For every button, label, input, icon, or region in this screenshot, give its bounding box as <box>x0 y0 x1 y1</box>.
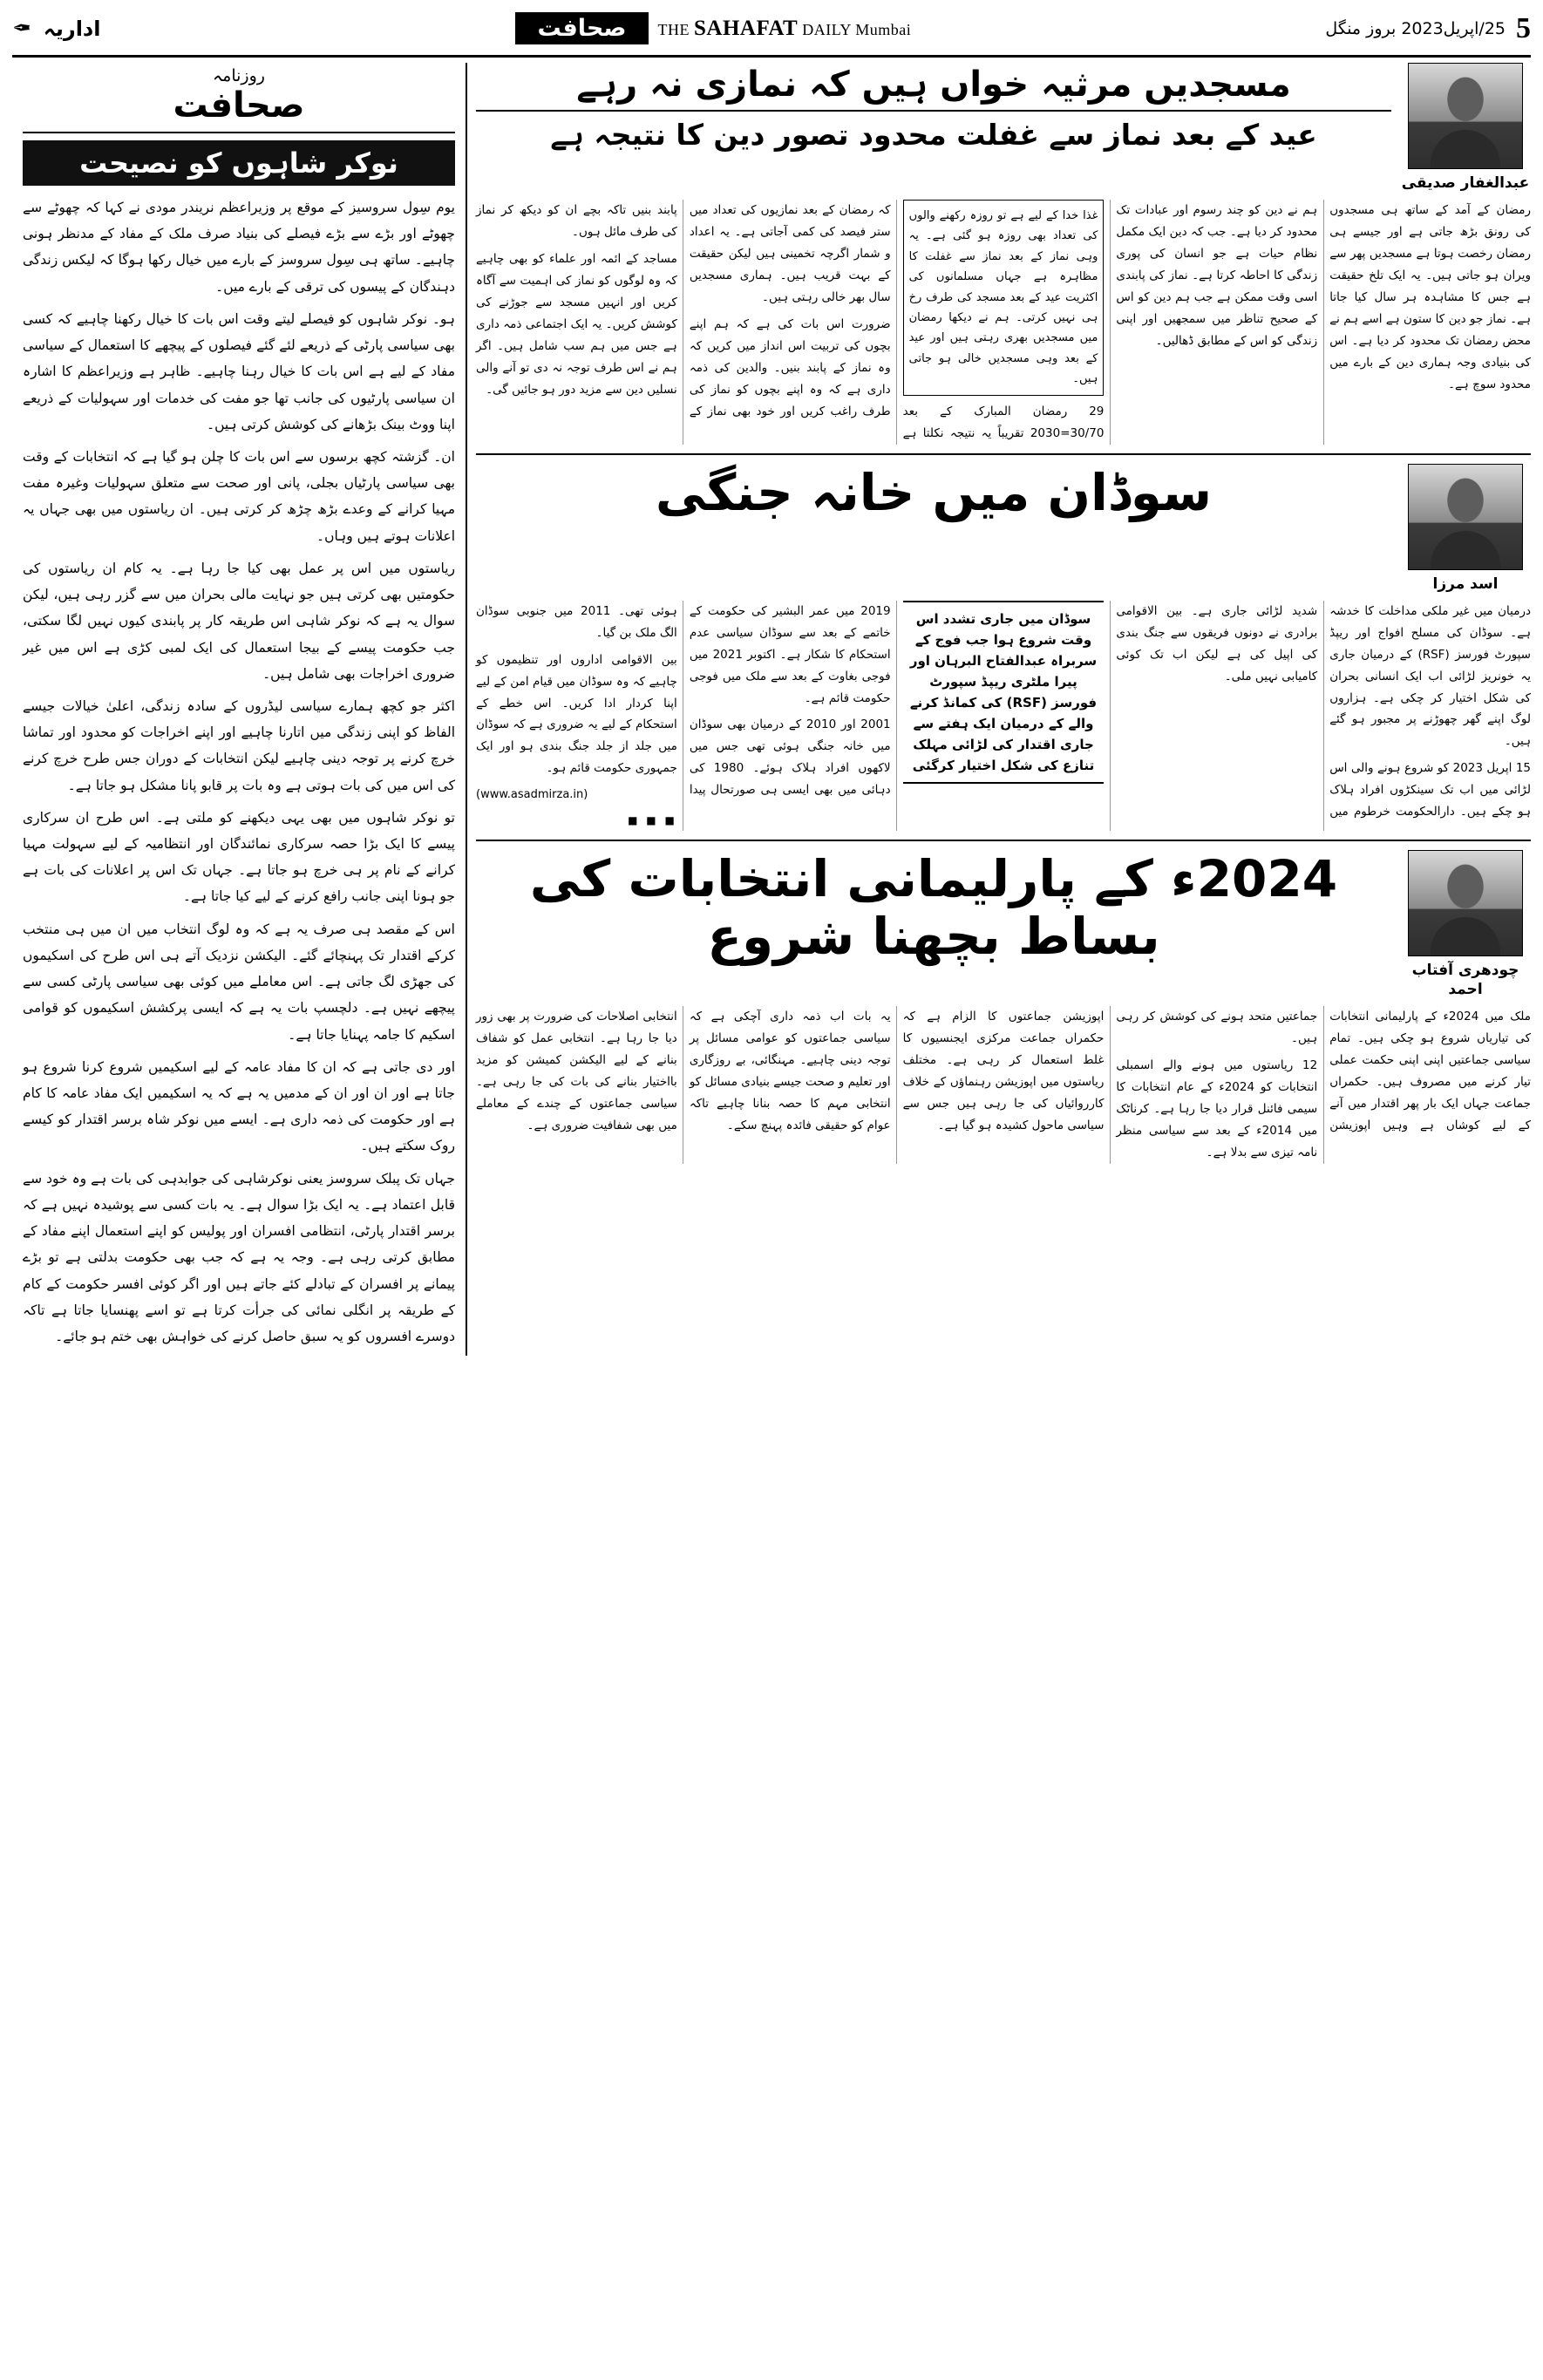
paragraph: 2001 اور 2010 کے درمیان بھی سوڈان میں خانہ جنگی ہوئی تھی جس میں لاکھوں افراد ہلاک ہوئے۔ 1980 کی دہائی میں بھی ایسی ہی صورتحال پیدا ہوئی تھی۔ 2011 میں جنوبی سوڈان الگ ملک بن گیا۔ <box>476 603 891 798</box>
paragraph: اپوزیشن جماعتوں کا الزام ہے کہ حکمراں جماعت مرکزی ایجنسیوں کا غلط استعمال کر رہی ہے۔ مختلف ریاستوں میں اپوزیشن رہنماؤں کے خلاف کارروائیاں کی جا رہی ہیں جس سے سیاسی ماحول کشیدہ ہو گیا ہے۔ <box>902 1009 1105 1132</box>
author-name: عبدالغفار صدیقی <box>1401 174 1530 192</box>
paragraph: 29 رمضان المبارک کے بعد 30/70=2030 تقریباً یہ نتیجہ نکلتا ہے کہ رمضان کے بعد نمازیوں کی تعداد میں ستر فیصد کی کمی آجاتی ہے۔ یہ اعداد و شمار اگرچہ تخمینی ہیں لیکن حقیقت کے بہت قریب ہیں۔ ہماری مسجدیں سال بھر خالی رہتی ہیں۔ <box>689 203 1105 440</box>
paragraph: ہو۔ نوکر شاہوں کو فیصلے لیتے وقت اس بات کا خیال رکھنا چاہیے کہ کسی بھی سیاسی پارٹی کے ذریعے لئے گئے فیصلوں کے پیچھے کا استعمال کے سیاسی مفاد کے لیے ہے اس بات کا خیال رہنا چاہیے۔ ظاہر ہے وزیراعظم کا اشارہ ان سیاسی پارٹیوں کی جانب تھا جو مفت کی خدمات اور سہولیات کے ذریعے اپنا ووٹ بینک بڑھانے کی کوشش کرتی ہیں۔ <box>23 310 455 432</box>
author-name: اسد مرزا <box>1432 575 1499 593</box>
paragraph: مساجد کے ائمہ اور علماء کو بھی چاہیے کہ وہ لوگوں کو نماز کی اہمیت سے آگاہ کریں اور انہیں مسجد سے جوڑنے کی کوشش کریں۔ یہ ایک اجتماعی ذمہ داری ہے جس میں ہم سب شامل ہیں۔ اگر ہم نے اس طرف توجہ نہ دی تو آنے والی نسلیں دین سے مزید دور ہو جائیں گی۔ <box>476 252 677 397</box>
paragraph: رمضان کے آمد کے ساتھ ہی مسجدوں کی رونق بڑھ جاتی ہے اور جیسے ہی رمضان رخصت ہوتا ہے مسجدیں پھر سے ویران ہو جاتی ہیں۔ یہ ایک تلخ حقیقت ہے جس کا مشاہدہ ہر سال کیا جاتا ہے۔ نماز جو دین کا ستون ہے اسے ہم نے محض رمضان تک محدود کر دیا ہے۔ اس کی بنیادی وجہ ہماری دین کے بارے میں محدود سوچ ہے۔ <box>1329 203 1531 391</box>
paragraph: ملک میں 2024ء کے پارلیمانی انتخابات کی تیاریاں شروع ہو چکی ہیں۔ تمام سیاسی جماعتیں اپنی اپنی حکمت عملی تیار کرنے میں مصروف ہیں۔ حکمراں جماعت جہاں ایک بار پھر اقتدار میں آنے کے لیے کوشاں ہے وہیں اپوزیشن جماعتیں متحد ہونے کی کوشش کر رہی ہیں۔ <box>1116 1009 1531 1132</box>
headline-main: 2024ء کے پارلیمانی انتخابات کی بساط بچھنا شروع <box>529 848 1338 967</box>
headline-block <box>476 850 1391 966</box>
paragraph: درمیان میں غیر ملکی مداخلت کا خدشہ ہے۔ سوڈان کی مسلح افواج اور ریپڈ سپورٹ فورسز (RSF) کے درمیان جاری یہ خونریز لڑائی اب ایک انسانی بحران کی شکل اختیار کر چکی ہے۔ ہزاروں لوگ اپنے گھر چھوڑنے پر مجبور ہو گئے ہیں۔ <box>1329 603 1531 749</box>
inset-box: غذا خدا کے لیے ہے تو روزہ رکھنے والوں کی تعداد بھی روزہ ہو گئی ہے۔ یہ وہی نماز کے بعد نماز سے غفلت کا مظاہرہ ہے جہاں مسلمانوں کی اکثریت عید کے بعد مسجد کی طرف رخ ہی نہیں کرتی۔ ہم نے دیکھا رمضان میں مسجدیں بھری رہتی ہیں اور عید کے بعد وہی مسجدیں خالی ہو جاتی ہیں۔ <box>903 200 1105 396</box>
paragraph: یوم سِول سروسیز کے موقع پر وزیراعظم نریندر مودی نے کہا کہ چھوٹے سے چھوٹے اور بڑے سے بڑے فیصلے کی بنیاد صرف ملک کے مفاد کے مدنظر ہونی چاہیے۔ ساتھ ہی سِول سروسز کے بارے میں خیال رکھا ہوگا کہ لیکس زندگی دہندگان کے پیسوں کی ترقی کے بارے میں۔ <box>23 200 455 295</box>
author-photo <box>1408 63 1523 169</box>
editorial-body <box>23 194 455 1356</box>
headline-main: مسجدیں مرثیہ خواں ہیں کہ نمازی نہ رہے <box>476 63 1391 112</box>
article-header <box>476 850 1531 999</box>
masthead-logo: صحافت <box>515 12 649 44</box>
end-marks: ■ ■ ■ <box>628 814 677 827</box>
paragraph: یہ بات اب ذمہ داری آچکی ہے کہ سیاسی جماعتوں کو عوامی مسائل پر توجہ دینی چاہیے۔ مہنگائی، بے روزگاری اور تعلیم و صحت جیسے بنیادی مسائل کو انتخابی مہم کا حصہ بنانا چاہیے تاکہ عوام کو حقیقی فائدہ پہنچ سکے۔ <box>689 1009 891 1132</box>
paragraph: انتخابی اصلاحات کی ضرورت پر بھی زور دیا جا رہا ہے۔ انتخابی عمل کو شفاف بنانے کے لیے الیکشن کمیشن کو مزید بااختیار بنانے کی بات کی جا رہی ہے۔ سیاسی جماعتوں کے چندے کے معاملے میں بھی شفافیت ضروری ہے۔ <box>476 1009 677 1132</box>
headline-block <box>476 464 1391 522</box>
paragraph: ریاستوں میں اس پر عمل بھی کیا جا رہا ہے۔ یہ کام ان ریاستوں کی حکومتیں بھی کرتی ہیں جو نہایت مالی بحران میں سے گزر رہی ہیں، لیکن سوال یہ ہے کہ نوکر شاہی اس طریقہ کار پر پابندی کیوں نہیں لگا سکتی، جب حکومت پیسے کے بیجا استعمال کی ایک لمبی کڑی ہے اس میں غیر ضروری اخراجات بھی شامل ہیں۔ <box>23 560 455 682</box>
english-title-main: SAHAFAT <box>693 16 799 40</box>
author-photo <box>1408 850 1523 956</box>
masthead-center <box>515 12 912 44</box>
editorial-brand <box>23 66 455 126</box>
headline-main: سوڈان میں خانہ جنگی <box>655 462 1213 522</box>
page-number: 5 <box>1516 11 1531 44</box>
paragraph: 12 ریاستوں میں ہونے والے اسمبلی انتخابات کو 2024ء کے عام انتخابات کا سیمی فائنل قرار دیا جا رہا ہے۔ کرناٹک میں 2014ء کے بعد سے سیاسی منظر نامہ تیزی سے بدلا ہے۔ <box>1116 1057 1318 1159</box>
article-header <box>476 464 1531 594</box>
masthead-right <box>12 16 100 42</box>
issue-date: 25/اپریل2023 بروز منگل <box>1325 18 1506 38</box>
headline-block <box>476 63 1391 154</box>
paragraph: جہاں تک پبلک سروسز یعنی نوکرشاہی کی جوابدہی کی بات ہے وہ خود سے قابل اعتماد ہے۔ یہ ایک بڑا سوال ہے۔ یہ بات کسی سے پوشیدہ نہیں ہے کہ برسر اقتدار پارٹی، انتظامی افسران اور پولیس کو اپنے استعمال اپنے مفاد کے مطابق کرتی رہی ہے۔ وجہ یہ ہے کہ جب بھی حکومت بدلتی ہے تو بڑے پیمانے پر افسران کے تبادلے کئے جاتے ہیں اور اگر کوئی افسر حکومت کے کام کے طریقہ پر انگلی نمائی کی جرأت کرتا ہے تو اسے پھنسایا جاتا ہے تاکہ دوسرے افسروں کو یہ سبق حاصل کرنے کی خواہش بھی ختم ہو جائے۔ <box>23 1170 455 1344</box>
paragraph: اکثر جو کچھ ہمارے سیاسی لیڈروں کے سادہ زندگی، اعلیٰ خیالات جیسے الفاظ کو اپنی زندگی میں اتارنا چاہیے اور اپنے اخراجات کو محدود اور تماشا خرچ کرنے پر توجہ دینی چاہیے لیکن انتخابات کے دوران جس طرح خرچ کرنے کی اس میں کی بات ہوتی ہے وہ بات پر قابو پانا مشکل ہو جاتا ہے۔ <box>23 697 455 793</box>
paragraph: بین الاقوامی اداروں اور تنظیموں کو چاہیے کہ وہ سوڈان میں قیام امن کے لیے اپنا کردار ادا کریں۔ اس خطے کے استحکام کے لیے یہ ضروری ہے کہ سوڈان میں جلد از جلد جنگ بندی ہو اور ایک جمہوری حکومت قائم ہو۔ <box>476 652 677 776</box>
article-elections-2024 <box>476 850 1531 1173</box>
page-body <box>12 63 1531 1356</box>
article-sudan <box>476 464 1531 841</box>
paragraph: ہم نے دین کو چند رسوم اور عبادات تک محدود کر دیا ہے۔ جب کہ دین ایک مکمل نظام حیات ہے جو انسان کی پوری زندگی کا احاطہ کرتا ہے۔ نماز کی پابندی اسی وقت ممکن ہے جب ہم دین کو اس کے صحیح تناظر میں سمجھیں اور اپنی زندگی کو اس کے مطابق ڈھالیں۔ <box>1116 203 1318 348</box>
article-body <box>476 1006 1531 1164</box>
author-name: چودھری آفتاب احمد <box>1411 961 1519 998</box>
paragraph: اس کے مقصد ہی صرف یہ ہے کہ وہ لوگ انتخاب میں ان میں ہی منتخب کرکے اقتدار تک پہنچائے گئے۔ الیکشن نزدیک آتے ہی اس طرح کی اسکیموں کی جھڑی لگ جاتی ہے۔ اس معاملے میں کوئی بھی سیاسی پارٹی کسی سے پیچھے نہیں ہے۔ دلچسپ بات یہ ہے کہ ایسی پرکشش اسکیموں کو قوامی اسکیم کا جامہ پہنایا جاتا ہے۔ <box>23 921 455 1043</box>
brand-small: روزنامہ <box>213 66 265 85</box>
pen-icon: ✒ <box>12 15 31 42</box>
author-contact: (www.asadmirza.in) <box>476 788 588 802</box>
author-photo <box>1408 464 1523 570</box>
article-header <box>476 63 1531 193</box>
article-body <box>476 601 1531 831</box>
paragraph: تو نوکر شاہوں میں بھی یہی دیکھنے کو ملتی ہے۔ اس طرح ان سرکاری پیسے کا ایک بڑا حصہ سرکاری نمائندگان اور انتظامیہ کے لیے سہولت مہیا کرانے کے نام پر ہی خرچ ہو جاتا ہے۔ جہاں تک اس پر اعلانات کی بات ہے جو ہونا اپنی جانب رافع کرنے کے لیے کیا جاتا ہے۔ <box>23 809 455 905</box>
english-title <box>657 17 911 41</box>
author-block <box>1400 464 1531 594</box>
author-block <box>1400 63 1531 193</box>
paragraph: 15 اپریل 2023 کو شروع ہونے والی اس لڑائی میں اب تک سینکڑوں افراد ہلاک ہو چکے ہیں۔ دارالحکومت خرطوم میں شدید لڑائی جاری ہے۔ بین الاقوامی برادری نے دونوں فریقوں سے جنگ بندی کی اپیل کی ہے لیکن اب تک کوئی کامیابی نہیں ملی۔ <box>1116 603 1531 819</box>
article-masjid <box>476 63 1531 455</box>
author-block <box>1400 850 1531 999</box>
divider <box>23 132 455 133</box>
articles-area <box>476 63 1531 1356</box>
section-label: اداریہ <box>43 16 101 41</box>
editorial-title: نوکر شاہوں کو نصیحت <box>23 140 455 186</box>
paragraph: ضرورت اس بات کی ہے کہ ہم اپنے بچوں کی تربیت اس انداز میں کریں کہ وہ نماز کے پابند بنیں۔ والدین کی ذمہ داری ہے کہ وہ اپنے بچوں کو نماز کی طرف راغب کریں اور خود بھی نماز کے پابند بنیں تاکہ بچے ان کو دیکھ کر نماز کی طرف مائل ہوں۔ <box>476 203 891 418</box>
pullquote: سوڈان میں جاری تشدد اس وقت شروع ہوا جب فوج کے سربراہ عبدالفتاح البرہان اور پیرا ملٹری ریپڈ سپورٹ فورسز (RSF) کی کمانڈ کرنے والے کے درمیان ایک ہفتے سے جاری اقتدار کی لڑائی مہلک تنازع کی شکل اختیار کرگئی <box>903 601 1105 784</box>
headline-sub: عید کے بعد نماز سے غفلت محدود تصور دین کا نتیجہ ہے <box>550 118 1317 152</box>
editorial-column <box>23 63 467 1356</box>
paragraph: اور دی جاتی ہے کہ ان کا مفاد عامہ کے لیے اسکیمیں شروع کرنا شروع ہو جاتا ہے اور ان اور ان کے مدمیں یہ ہے کہ یہ اسکیمیں ایک مفاد عامہ کا کام ہے اور حکومت کی ذمہ داری ہے۔ ایسے میں نوکر شاہ برسر اقتدار کو کیسے روک سکتے ہیں۔ <box>23 1058 455 1154</box>
masthead <box>12 7 1531 58</box>
masthead-left <box>1325 12 1531 45</box>
english-title-suffix: DAILY Mumbai <box>802 20 912 38</box>
paragraph: ان۔ گزشتہ کچھ برسوں سے اس بات کا چلن ہو گیا ہے کہ انتخابات کے وقت بھی سیاسی پارٹیاں بجلی، پانی اور صحت سے متعلق سہولیات وغیرہ مفت مہیا کرانے کے وعدے بڑھ چڑھ کر کرتی ہیں۔ ان ریاستوں میں بھی جہاں یہ اعلانات ہوتے ہیں وہاں۔ <box>23 448 455 544</box>
english-title-prefix: THE <box>657 20 690 38</box>
brand-big: صحافت <box>173 85 305 126</box>
article-body <box>476 200 1531 444</box>
paragraph: 2019 میں عمر البشیر کی حکومت کے خاتمے کے بعد سے سوڈان سیاسی عدم استحکام کا شکار ہے۔ اکتوبر 2021 میں فوجی بغاوت کے بعد سے ملک میں فوجی حکومت قائم ہے۔ <box>689 603 891 705</box>
